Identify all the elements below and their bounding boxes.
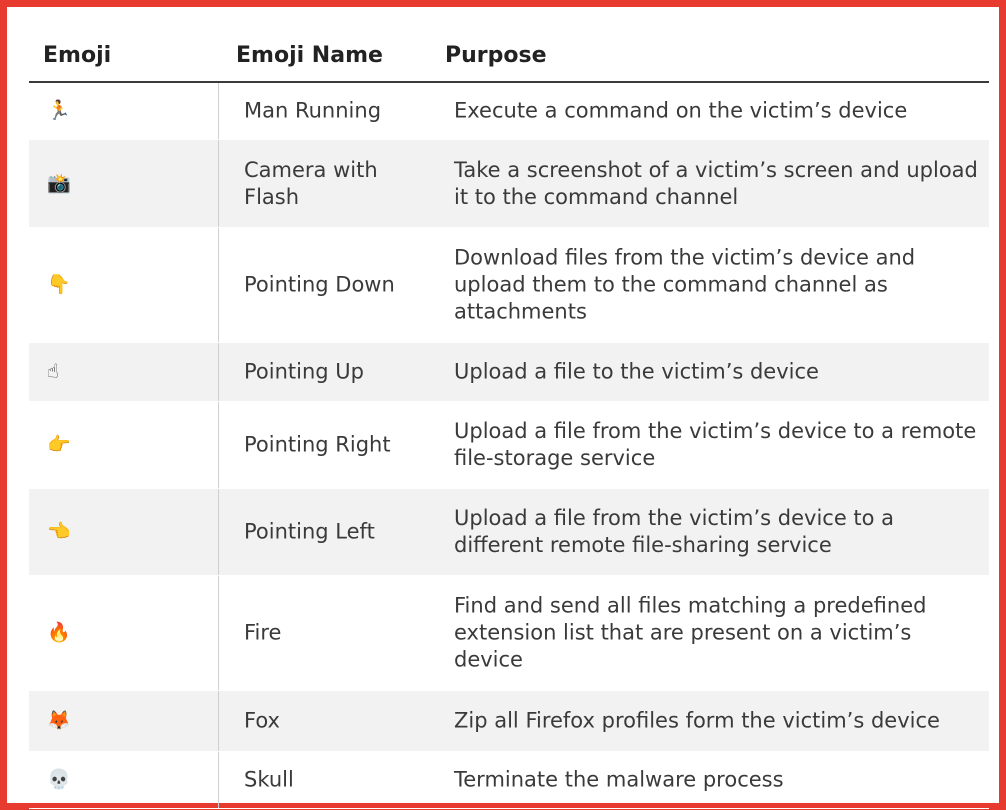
table-header (29, 31, 989, 83)
pointing-down-icon: 👇 (47, 273, 71, 296)
purpose-text: Terminate the malware process (454, 767, 784, 792)
table-row (29, 691, 989, 752)
emoji-name: Fox (244, 708, 280, 733)
purpose-text: Zip all Firefox profiles form the victim’s device (454, 708, 940, 733)
purpose-text: Execute a command on the victim’s device (454, 98, 908, 123)
table-row (29, 752, 989, 809)
emoji-name: Man Running (244, 98, 382, 123)
pointing-left-icon: 👈 (47, 520, 71, 543)
emoji-command-table (29, 31, 989, 809)
purpose-text: Upload a file from the victim’s device to a different remote file-sharing service (454, 506, 895, 557)
emoji-name: Skull (244, 767, 294, 792)
table-row (29, 140, 989, 228)
camera-flash-icon: 📸 (47, 172, 71, 194)
table-row (29, 489, 989, 576)
header-emoji: Emoji (43, 43, 112, 68)
table-row (29, 402, 989, 489)
emoji-name: Camera with Flash (244, 157, 378, 209)
purpose-text: Find and send all files matching a predefined extension list that are present on a victim’s device (454, 593, 927, 672)
emoji-name: Pointing Left (244, 519, 375, 544)
fire-icon: 🔥 (47, 621, 71, 644)
emoji-name: Fire (244, 620, 282, 645)
skull-icon: 💀 (47, 768, 71, 791)
header-emoji-name: Emoji Name (236, 43, 383, 68)
table-row (29, 83, 989, 140)
table-row (29, 228, 989, 343)
emoji-name: Pointing Right (244, 432, 391, 457)
fox-icon: 🦊 (47, 709, 71, 732)
emoji-name: Pointing Up (244, 359, 364, 384)
purpose-text: Upload a file from the victim’s device to a remote file-storage service (454, 419, 977, 470)
header-purpose: Purpose (445, 43, 547, 68)
emoji-name: Pointing Down (244, 272, 395, 297)
table-row (29, 343, 989, 402)
purpose-text: Upload a file to the victim’s device (454, 359, 819, 384)
pointing-right-icon: 👉 (47, 433, 71, 456)
pointing-up-icon: ☝ (47, 360, 59, 383)
purpose-text: Take a screenshot of a victim’s screen and upload it to the command channel (454, 157, 978, 209)
man-running-icon: 🏃 (47, 99, 71, 122)
purpose-text: Download files from the victim’s device and upload them to the command channel as attachments (454, 245, 916, 324)
table-row (29, 576, 989, 691)
